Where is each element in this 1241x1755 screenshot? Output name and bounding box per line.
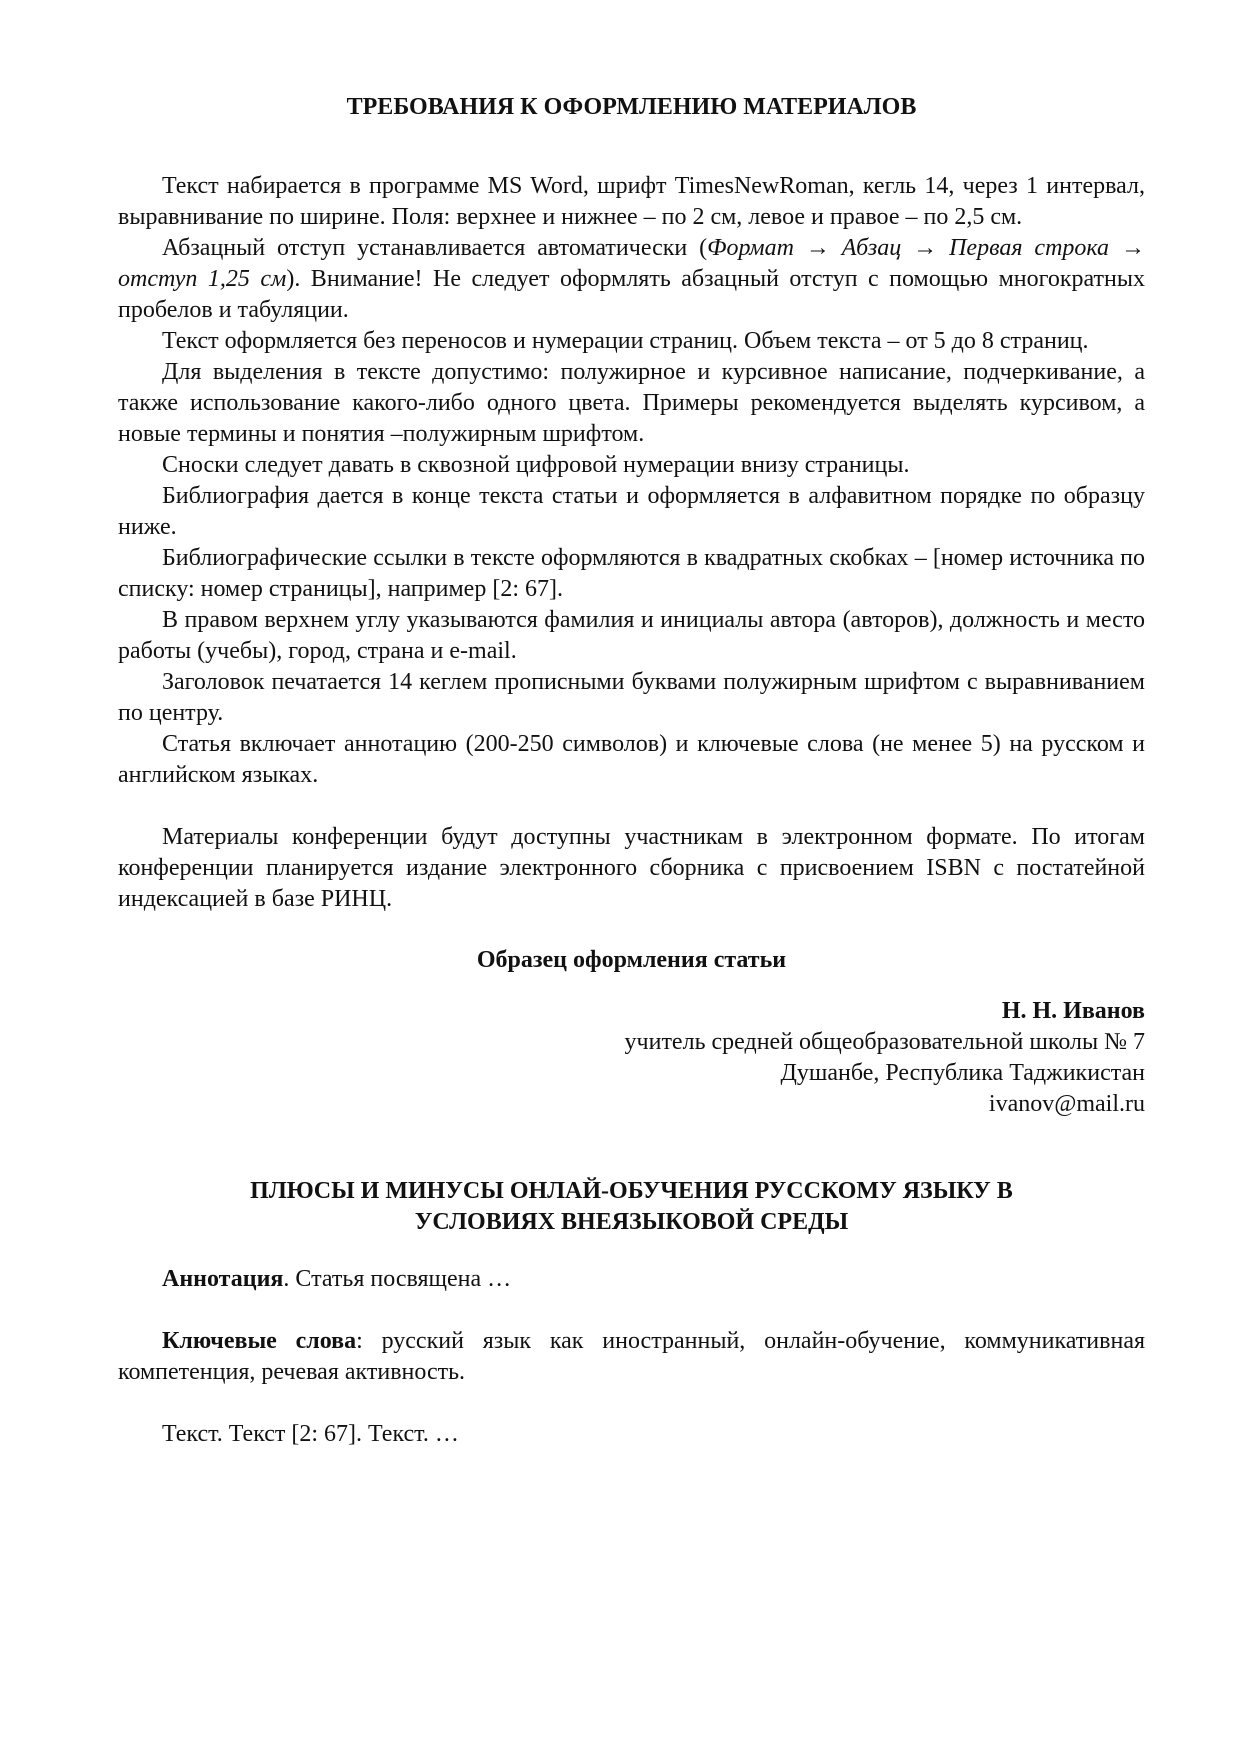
article-title-line-2: УСЛОВИЯХ ВНЕЯЗЫКОВОЙ СРЕДЫ xyxy=(414,1209,849,1235)
annotation-text: . Статья посвящена … xyxy=(283,1266,512,1292)
article-title xyxy=(118,1176,1145,1238)
requirement-volume-paragraph: Текст оформляется без переносов и нумерации страниц. Объем текста – от 5 до 8 страниц. xyxy=(162,328,1089,354)
author-location: Душанбе, Республика Таджикистан xyxy=(780,1060,1145,1086)
requirement-footnotes-paragraph: Сноски следует давать в сквозной цифровой нумерации внизу страницы. xyxy=(162,452,910,478)
requirement-author-paragraph: В правом верхнем углу указываются фамилия и инициалы автора (авторов), должность и место работы (учебы), город, страна и e-mail. xyxy=(118,607,1145,664)
indent-menu-path: Формат → Абзац → Первая строка → отступ 1,25 см xyxy=(118,235,1145,292)
requirement-font-paragraph: Текст набирается в программе MS Word, шрифт TimesNewRoman, кегль 14, через 1 интервал, выравнивание по ширине. Поля: верхнее и нижнее – по 2 см, левое и правое – по 2,5 см. xyxy=(118,173,1145,230)
keywords-text: : русский язык как иностранный, онлайн-обучение, коммуникативная компетенция, речевая активность. xyxy=(118,1328,1146,1385)
requirement-annotation-paragraph: Статья включает аннотацию (200-250 символов) и ключевые слова (не менее 5) на русском и английском языках. xyxy=(118,731,1145,788)
keywords-label: Ключевые слова xyxy=(162,1328,357,1354)
conference-note-paragraph: Материалы конференции будут доступны участникам в электронном формате. По итогам конференции планируется издание электронного сборника с присвоением ISBN с постатейной индексацией в базе РИНЦ. xyxy=(118,824,1145,912)
requirement-emphasis-paragraph: Для выделения в тексте допустимо: полужирное и курсивное написание, подчеркивание, а также использование какого-либо одного цвета. Примеры рекомендуется выделять курсивом, а новые термины и понятия –полужирным шрифтом. xyxy=(118,359,1145,447)
document-content xyxy=(118,92,1145,1450)
indent-lead-text: Абзацный отступ устанавливается автоматически ( xyxy=(162,235,708,261)
sample-body-text: Текст. Текст [2: 67]. Текст. … xyxy=(162,1421,459,1447)
requirement-heading-paragraph: Заголовок печатается 14 кеглем прописными буквами полужирным шрифтом с выравниванием по центру. xyxy=(118,669,1145,726)
indent-rest-text: ). Внимание! Не следует оформлять абзацный отступ с помощью многократных пробелов и табуляции. xyxy=(118,266,1146,323)
annotation-label: Аннотация xyxy=(162,1266,284,1292)
keywords-paragraph xyxy=(118,1326,1145,1388)
requirement-bibliography-paragraph: Библиография дается в конце текста статьи и оформляется в алфавитном порядке по образцу ниже. xyxy=(118,483,1145,540)
annotation-paragraph xyxy=(118,1264,1145,1295)
author-position: учитель средней общеобразовательной школы № 7 xyxy=(624,1029,1145,1055)
requirement-indent-paragraph xyxy=(118,233,1145,326)
author-name: Н. Н. Иванов xyxy=(1001,998,1145,1024)
author-block xyxy=(118,996,1145,1120)
author-email: ivanov@mail.ru xyxy=(988,1091,1145,1117)
page-title: ТРЕБОВАНИЯ К ОФОРМЛЕНИЮ МАТЕРИАЛОВ xyxy=(346,94,917,120)
article-title-line-1: ПЛЮСЫ И МИНУСЫ ОНЛАЙ-ОБУЧЕНИЯ РУССКОМУ ЯЗЫКУ В xyxy=(250,1178,1013,1204)
requirement-references-paragraph: Библиографические ссылки в тексте оформляются в квадратных скобках – [номер источника по списку: номер страницы], например [2: 67]. xyxy=(118,545,1145,602)
sample-heading: Образец оформления статьи xyxy=(476,947,787,973)
